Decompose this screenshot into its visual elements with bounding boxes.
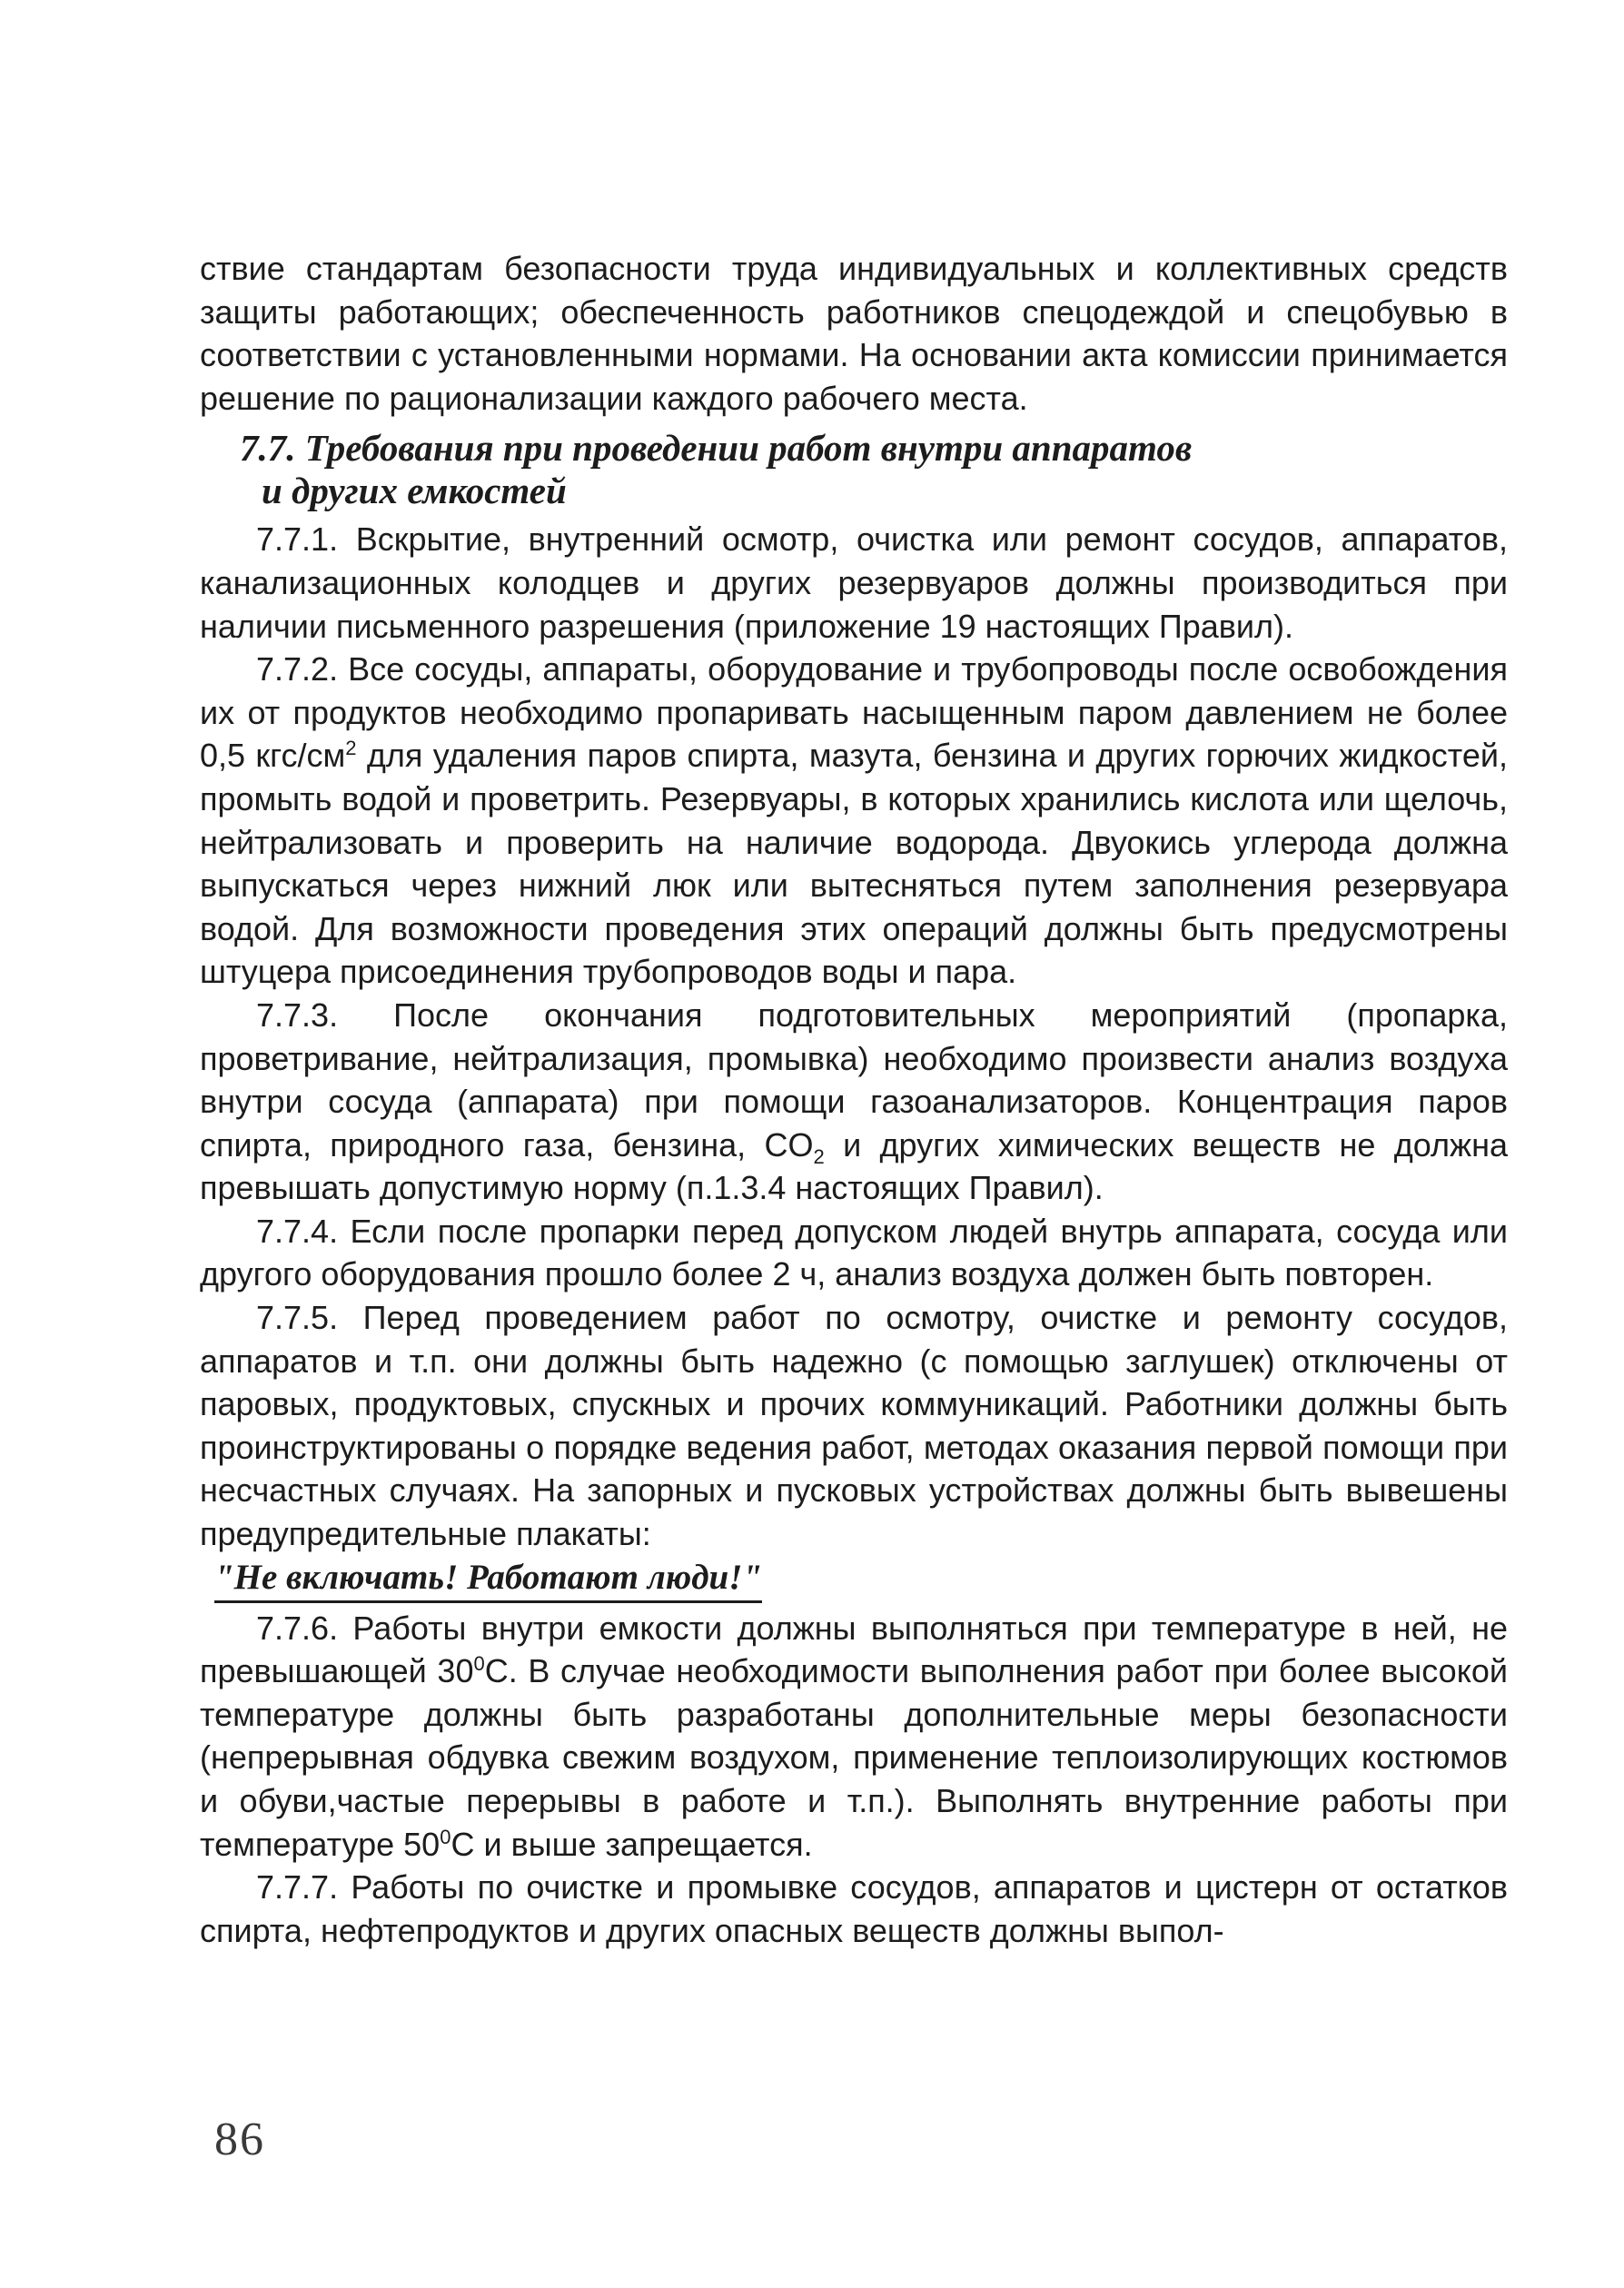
clause-7-7-4	[200, 1210, 1508, 1296]
warning-placard-text: "Не включать! Работают люди!"	[214, 1557, 762, 1603]
document-page	[200, 247, 1508, 1952]
clause-number: 7.7.7.	[256, 1868, 339, 1907]
clause-text: Все сосуды, аппараты, оборудование и трубопроводы после освобождения их от продуктов необходимо пропаривать насыщенным паром давлением не более 0,5 кгс/см	[200, 650, 1508, 775]
clause-text-continued: и других химических веществ не должна превышать допустимую норму (п.1.3.4 настоящих Правил).	[200, 1125, 1509, 1207]
section-title-line1: Требования при проведении работ внутри аппаратов	[304, 427, 1193, 470]
clause-number: 7.7.5.	[256, 1299, 339, 1337]
superscript: 2	[345, 737, 357, 760]
clause-text-continued: для удаления паров спирта, мазута, бензина и других горючих жидкостей, промыть водой и проветрить. Резервуары, в которых хранились кислота или щелочь, нейтрализовать и проверить на наличие водорода. Двуокись углерода должна выпускаться через нижний люк или вытесняться путем заполнения резервуара водой. Для возможности проведения этих операций должны быть предусмотрены штуцера присоединения трубопроводов воды и пара.	[200, 737, 1508, 991]
clause-7-7-3	[200, 994, 1508, 1210]
clause-text: После окончания подготовительных мероприятий (пропарка, проветривание, нейтрализация, промывка) необходимо произвести анализ воздуха внутри сосуда (аппарата) при помощи газоанализаторов. Концентрация паров спирта, природного газа, бензина, CO	[200, 995, 1508, 1164]
clause-7-7-2	[200, 648, 1508, 994]
clause-number: 7.7.6.	[256, 1609, 339, 1647]
clause-text-continued: С. В случае необходимости выполнения работ при более высокой температуре должны быть разработаны дополнительные меры безопасности (непрерывная обдувка свежим воздухом, применение теплоизолирующих костюмов и обуви,частые перерывы в работе и т.п.). Выполнять внутренние работы при температуре 50	[200, 1652, 1508, 1863]
clause-number: 7.7.3.	[256, 995, 339, 1034]
subscript: 2	[813, 1144, 825, 1168]
opening-paragraph: ствие стандартам безопасности труда индивидуальных и коллективных средств защиты работающих; обеспеченность работников спецодеждой и спецобувью в соответствии с установленными нормами. На основании акта комиссии принимается решение по рационализации каждого рабочего места.	[200, 250, 1508, 417]
degree-superscript: 0	[473, 1652, 485, 1676]
clause-7-7-7	[200, 1866, 1508, 1952]
clause-7-7-1	[200, 518, 1508, 648]
page-number: 86	[214, 2114, 265, 2165]
clause-text: Перед проведением работ по осмотру, очистке и ремонту сосудов, аппаратов и т.п. они должны быть надежно (с помощью заглушек) отключены от паровых, продуктовых, спускных и прочих коммуникаций. Работники должны быть проинструктированы о порядке ведения работ, методах оказания первой помощи при несчастных случаях. На запорных и пусковых устройствах должны быть вывешены предупредительные плакаты:	[200, 1299, 1508, 1553]
clause-number: 7.7.4.	[256, 1212, 339, 1250]
clause-text: Работы внутри емкости должны выполняться при температуре в ней, не превышающей 30	[200, 1609, 1508, 1690]
section-number: 7.7.	[240, 427, 296, 470]
clause-number: 7.7.1.	[256, 520, 339, 559]
degree-superscript: 0	[440, 1825, 451, 1848]
clause-text: Вскрытие, внутренний осмотр, очистка или ремонт сосудов, аппаратов, канализационных колодцев и других резервуаров должны производиться при наличии письменного разрешения (приложение 19 настоящих Правил).	[200, 520, 1508, 645]
warning-line	[200, 1556, 1508, 1607]
clause-7-7-5	[200, 1296, 1508, 1556]
section-heading	[200, 427, 1508, 512]
clause-number: 7.7.2.	[256, 650, 339, 688]
clause-text: Если после пропарки перед допуском людей внутрь аппарата, сосуда или другого оборудования прошло более 2 ч, анализ воздуха должен быть повторен.	[200, 1212, 1508, 1293]
clause-text-end: С и выше запрещается.	[451, 1825, 813, 1863]
section-title-line2: и других емкостей	[262, 470, 567, 512]
clause-7-7-6	[200, 1607, 1508, 1867]
clause-text: Работы по очистке и промывке сосудов, аппаратов и цистерн от остатков спирта, нефтепродуктов и других опасных веществ должны выпол-	[200, 1868, 1508, 1949]
